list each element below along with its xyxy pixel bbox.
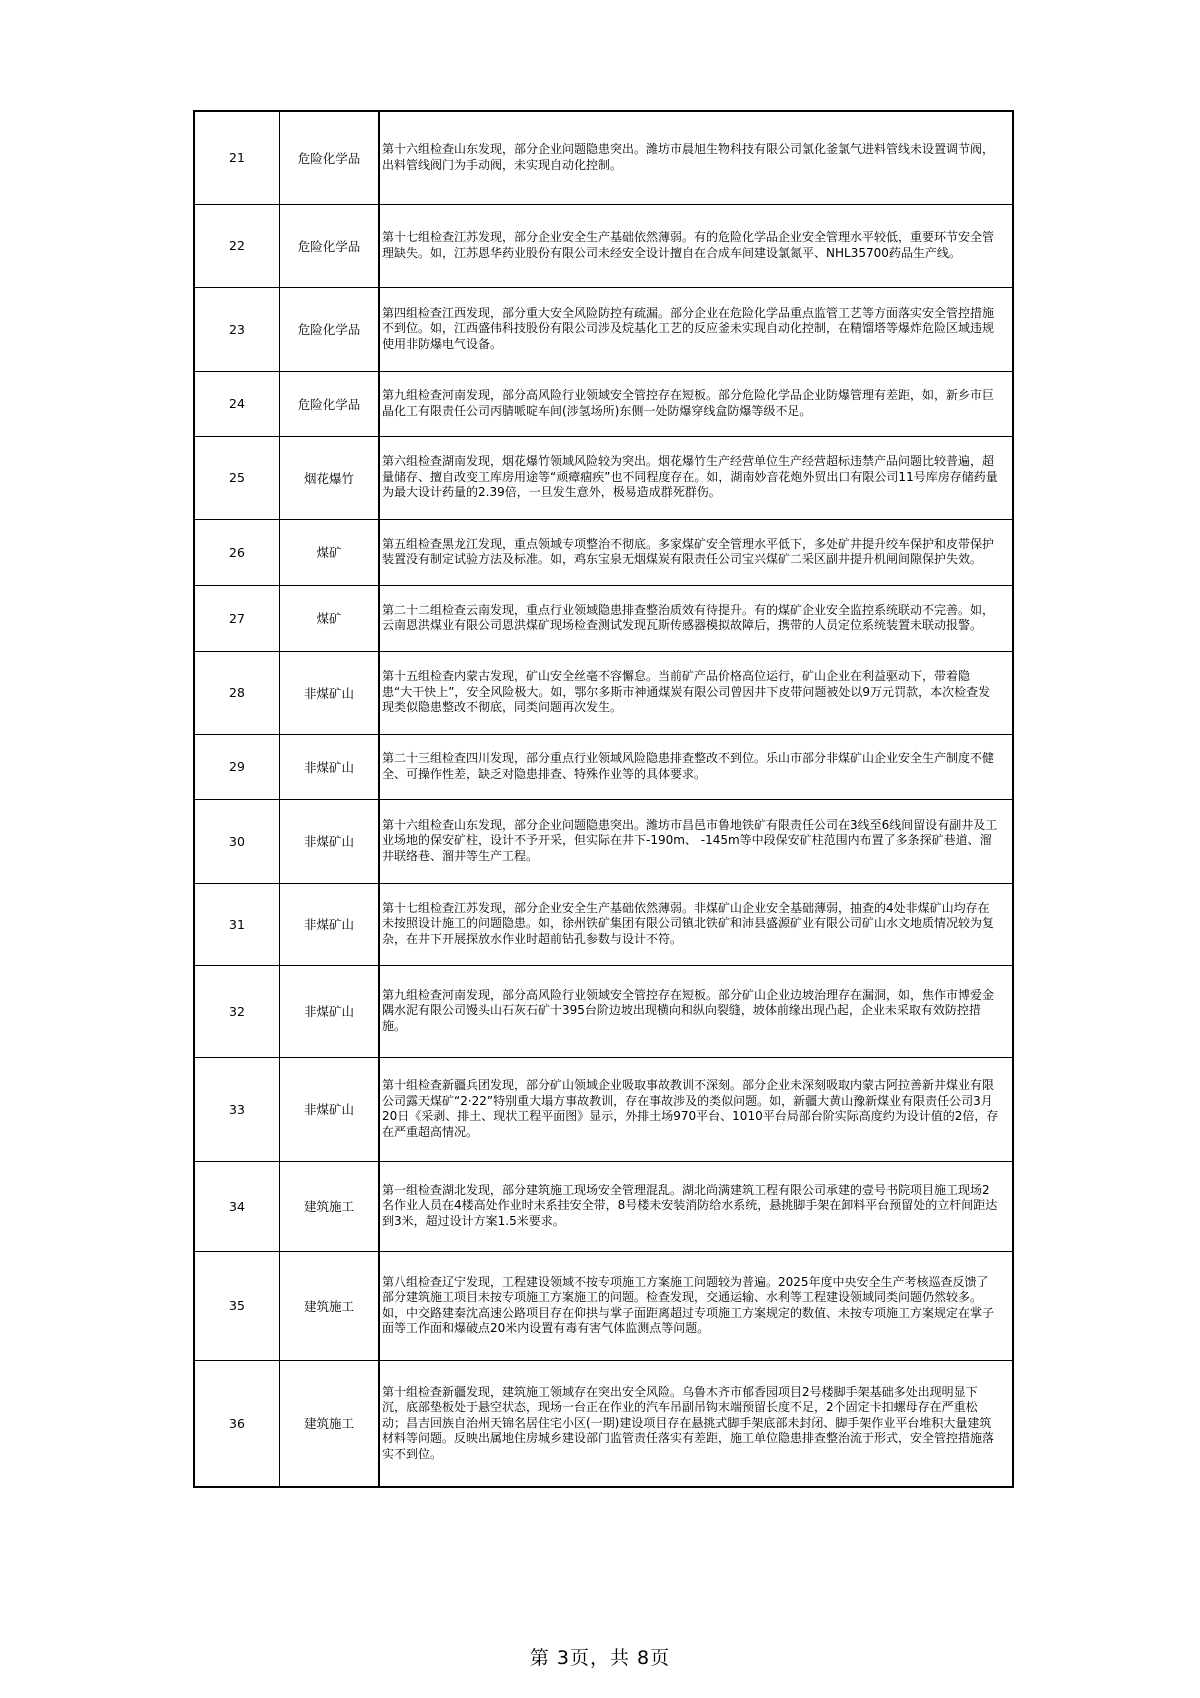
row-category: 煤矿	[280, 519, 380, 585]
row-description: 第一组检查湖北发现，部分建筑施工现场安全管理混乱。湖北尚满建筑工程有限公司承建的壹号书院项目施工现场2名作业人员在4楼高处作业时未系挂安全带，8号楼未安装消防给水系统，悬挑脚手架在卸料平台预留处的立杆间距达到3米，超过设计方案1.5米要求。	[379, 1161, 1013, 1251]
table-row	[194, 651, 1013, 734]
row-category: 非煤矿山	[280, 965, 380, 1057]
row-number: 36	[194, 1360, 280, 1487]
row-number: 28	[194, 651, 280, 734]
row-description: 第六组检查湖南发现，烟花爆竹领域风险较为突出。烟花爆竹生产经营单位生产经营超标违禁产品问题比较普遍，超量储存、擅自改变工库房用途等“顽瘴痼疾”也不同程度存在。如，湖南妙音花炮外贸出口有限公司11号库房存储药量为最大设计药量的2.39倍，一旦发生意外，极易造成群死群伤。	[379, 436, 1013, 519]
row-number: 25	[194, 436, 280, 519]
row-number: 31	[194, 883, 280, 965]
row-category: 非煤矿山	[280, 734, 380, 799]
table-row	[194, 1161, 1013, 1251]
table-row	[194, 204, 1013, 287]
row-category: 非煤矿山	[280, 883, 380, 965]
table-row	[194, 883, 1013, 965]
table-row	[194, 371, 1013, 436]
table-row	[194, 1057, 1013, 1161]
row-category: 危险化学品	[280, 111, 380, 204]
row-number: 32	[194, 965, 280, 1057]
row-description: 第十七组检查江苏发现，部分企业安全生产基础依然薄弱。有的危险化学品企业安全管理水平较低，重要环节安全管理缺失。如，江苏恩华药业股份有限公司未经安全设计擅自在合成车间建设氯氮平、NHL35700药品生产线。	[379, 204, 1013, 287]
row-category: 非煤矿山	[280, 651, 380, 734]
row-description: 第十六组检查山东发现，部分企业问题隐患突出。潍坊市昌邑市鲁地铁矿有限责任公司在3线至6线间留设有副井及工业场地的保安矿柱，设计不予开采，但实际在井下-190m、 -145m等中段保安矿柱范围内布置了多条探矿巷道、溜井联络巷、溜井等生产工程。	[379, 799, 1013, 883]
row-category: 危险化学品	[280, 204, 380, 287]
row-category: 危险化学品	[280, 371, 380, 436]
row-description: 第十组检查新疆兵团发现，部分矿山领域企业吸取事故教训不深刻。部分企业未深刻吸取内蒙古阿拉善新井煤业有限公司露天煤矿“2·22”特别重大塌方事故教训，存在事故涉及的类似问题。如，新疆大黄山豫新煤业有限责任公司3月20日《采剥、排土、现状工程平面图》显示，外排土场970平台、1010平台局部台阶实际高度约为设计值的2倍，存在严重超高情况。	[379, 1057, 1013, 1161]
row-description: 第八组检查辽宁发现，工程建设领域不按专项施工方案施工问题较为普遍。2025年度中央安全生产考核巡查反馈了部分建筑施工项目未按专项施工方案施工的问题。检查发现，交通运输、水利等工程建设领域同类问题仍然较多。如，中交路建秦沈高速公路项目存在仰拱与掌子面距离超过专项施工方案规定的数值、未按专项施工方案规定在掌子面等工作面和爆破点20米内设置有毒有害气体监测点等问题。	[379, 1251, 1013, 1360]
table-row	[194, 965, 1013, 1057]
table-row	[194, 585, 1013, 651]
row-number: 21	[194, 111, 280, 204]
row-description: 第十六组检查山东发现，部分企业问题隐患突出。潍坊市晨旭生物科技有限公司氯化釜氯气进料管线未设置调节阀，出料管线阀门为手动阀，未实现自动化控制。	[379, 111, 1013, 204]
table-row	[194, 734, 1013, 799]
row-description: 第四组检查江西发现，部分重大安全风险防控有疏漏。部分企业在危险化学品重点监管工艺等方面落实安全管控措施不到位。如，江西盛伟科技股份有限公司涉及烷基化工艺的反应釜未实现自动化控制，在精馏塔等爆炸危险区域违规使用非防爆电气设备。	[379, 287, 1013, 371]
row-description: 第二十二组检查云南发现，重点行业领域隐患排查整治质效有待提升。有的煤矿企业安全监控系统联动不完善。如，云南恩洪煤业有限公司恩洪煤矿现场检查测试发现瓦斯传感器模拟故障后，携带的人员定位系统装置未联动报警。	[379, 585, 1013, 651]
row-number: 33	[194, 1057, 280, 1161]
row-description: 第十组检查新疆发现，建筑施工领域存在突出安全风险。乌鲁木齐市郁香园项目2号楼脚手架基础多处出现明显下沉，底部垫板处于悬空状态，现场一台正在作业的汽车吊副吊钩末端预留长度不足，2个固定卡扣螺母存在严重松动；昌吉回族自治州天锦名居住宅小区(一期)建设项目存在悬挑式脚手架底部未封闭、脚手架作业平台堆积大量建筑材料等问题。反映出属地住房城乡建设部门监管责任落实有差距，施工单位隐患排查整治流于形式，安全管控措施落实不到位。	[379, 1360, 1013, 1487]
table-row	[194, 799, 1013, 883]
row-number: 24	[194, 371, 280, 436]
row-description: 第五组检查黑龙江发现，重点领域专项整治不彻底。多家煤矿安全管理水平低下，多处矿井提升绞车保护和皮带保护装置没有制定试验方法及标准。如，鸡东宝泉无烟煤炭有限责任公司宝兴煤矿二采区副井提升机闸间隙保护失效。	[379, 519, 1013, 585]
row-description: 第九组检查河南发现，部分高风险行业领域安全管控存在短板。部分危险化学品企业防爆管理有差距，如，新乡市巨晶化工有限责任公司丙腈哌啶车间(涉氢场所)东侧一处防爆穿线盒防爆等级不足。	[379, 371, 1013, 436]
table-row	[194, 519, 1013, 585]
row-category: 危险化学品	[280, 287, 380, 371]
row-category: 建筑施工	[280, 1161, 380, 1251]
row-number: 22	[194, 204, 280, 287]
table-row	[194, 1360, 1013, 1487]
row-number: 35	[194, 1251, 280, 1360]
row-number: 26	[194, 519, 280, 585]
table-row	[194, 287, 1013, 371]
row-description: 第十七组检查江苏发现，部分企业安全生产基础依然薄弱。非煤矿山企业安全基础薄弱，抽查的4处非煤矿山均存在未按照设计施工的问题隐患。如，徐州铁矿集团有限公司镇北铁矿和沛县盛源矿业有限公司矿山水文地质情况较为复杂，在井下开展探放水作业时超前钻孔参数与设计不符。	[379, 883, 1013, 965]
row-category: 非煤矿山	[280, 799, 380, 883]
row-number: 30	[194, 799, 280, 883]
row-category: 烟花爆竹	[280, 436, 380, 519]
row-number: 27	[194, 585, 280, 651]
row-category: 非煤矿山	[280, 1057, 380, 1161]
row-description: 第二十三组检查四川发现，部分重点行业领域风险隐患排查整改不到位。乐山市部分非煤矿山企业安全生产制度不健全、可操作性差，缺乏对隐患排查、特殊作业等的具体要求。	[379, 734, 1013, 799]
table-row	[194, 436, 1013, 519]
page-footer: 第 3页，共 8页	[529, 1647, 671, 1669]
row-number: 29	[194, 734, 280, 799]
table-row	[194, 1251, 1013, 1360]
row-description: 第十五组检查内蒙古发现，矿山安全丝毫不容懈怠。当前矿产品价格高位运行，矿山企业在利益驱动下，带着隐患“大干快上”，安全风险极大。如，鄂尔多斯市神通煤炭有限公司曾因井下皮带问题被处以9万元罚款，本次检查发现类似隐患整改不彻底，同类问题再次发生。	[379, 651, 1013, 734]
table-row	[194, 111, 1013, 204]
row-category: 建筑施工	[280, 1360, 380, 1487]
row-number: 23	[194, 287, 280, 371]
row-category: 建筑施工	[280, 1251, 380, 1360]
row-description: 第九组检查河南发现，部分高风险行业领域安全管控存在短板。部分矿山企业边坡治理存在漏洞，如，焦作市博爱金隅水泥有限公司馒头山石灰石矿十395台阶边坡出现横向和纵向裂缝，坡体前缘出现凸起，企业未采取有效防控措施。	[379, 965, 1013, 1057]
row-number: 34	[194, 1161, 280, 1251]
inspection-table	[193, 110, 1014, 1488]
row-category: 煤矿	[280, 585, 380, 651]
